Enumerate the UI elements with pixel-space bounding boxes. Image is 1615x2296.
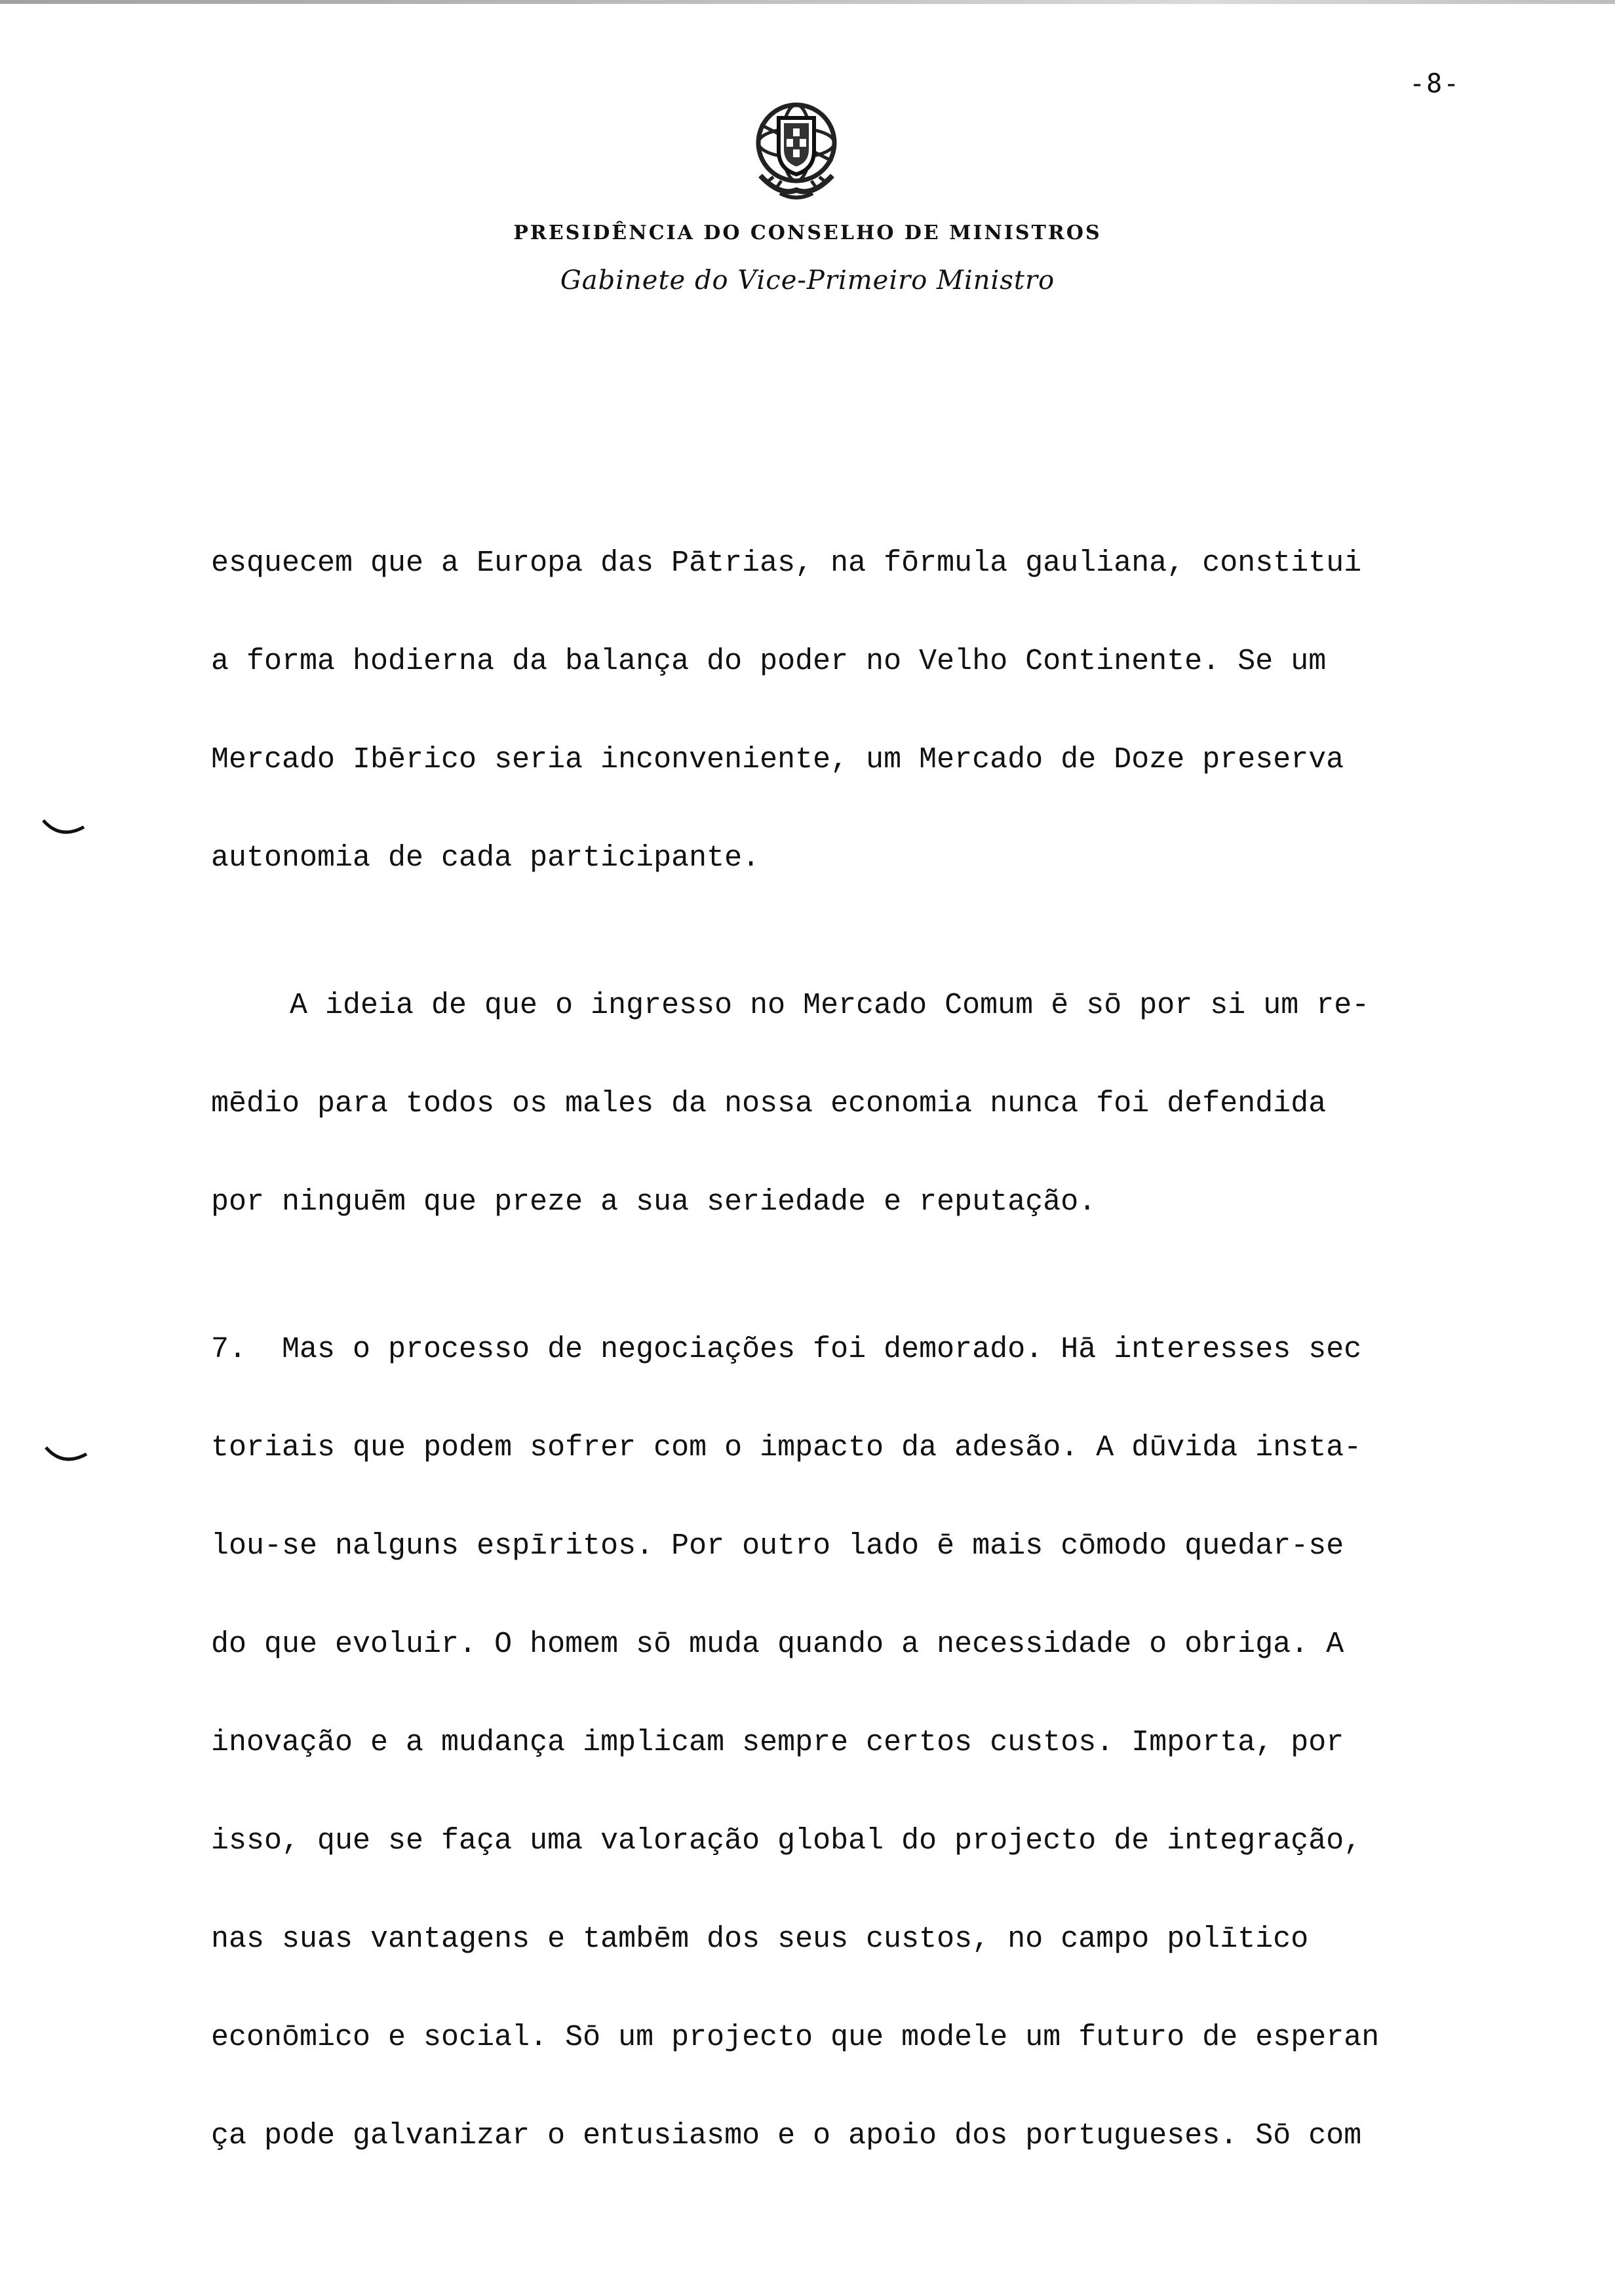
text-line: ça pode galvanizar o entusiasmo e o apoio dos portugueses. Sō com <box>211 2119 1362 2152</box>
text-line: A ideia de que o ingresso no Mercado Comum ē sō por si um re- <box>290 989 1370 1022</box>
paragraph <box>211 1324 1509 2208</box>
text-line: econōmico e social. Sō um projecto que modele um futuro de esperan <box>211 2021 1380 2054</box>
coat-of-arms-icon <box>741 98 852 203</box>
text-line: autonomia de cada participante. <box>211 841 760 875</box>
text-line: lou-se nalguns espīritos. Por outro lado ē mais cōmodo quedar-se <box>211 1529 1344 1563</box>
text-line: inovação e a mudança implicam sempre certos custos. Importa, por <box>211 1726 1344 1759</box>
paragraph-gap <box>211 1274 1509 1324</box>
text-line: esquecem que a Europa das Pātrias, na fōrmula gauliana, constitui <box>211 546 1362 580</box>
margin-mark <box>41 818 87 837</box>
office-heading: Gabinete do Vice-Primeiro Ministro <box>560 265 1055 296</box>
paragraph <box>211 980 1509 1274</box>
paragraph <box>211 537 1509 930</box>
paragraph-gap <box>211 930 1509 980</box>
scan-edge <box>0 0 1615 4</box>
text-line: do que evoluir. O homem sō muda quando a necessidade o obriga. A <box>211 1628 1344 1661</box>
body-text <box>211 537 1509 2208</box>
text-line: isso, que se faça uma valoração global do projecto de integração, <box>211 1824 1362 1858</box>
text-line: 7. Mas o processo de negociações foi demorado. Hā interesses sec <box>211 1333 1362 1366</box>
text-line: toriais que podem sofrer com o impacto da adesão. A dūvida insta- <box>211 1431 1362 1464</box>
text-line: mēdio para todos os males da nossa economia nunca foi defendida <box>211 1087 1327 1120</box>
page-number: -8- <box>1409 69 1461 99</box>
margin-mark <box>43 1445 89 1464</box>
text-line: a forma hodierna da balança do poder no Velho Continente. Se um <box>211 645 1327 678</box>
institution-heading: PRESIDÊNCIA DO CONSELHO DE MINISTROS <box>513 221 1102 244</box>
text-line: Mercado Ibērico seria inconveniente, um Mercado de Doze preserva <box>211 743 1344 776</box>
text-line: nas suas vantagens e tambēm dos seus custos, no campo polītico <box>211 1923 1309 1956</box>
text-line: por ninguēm que preze a sua seriedade e reputação. <box>211 1185 1097 1219</box>
